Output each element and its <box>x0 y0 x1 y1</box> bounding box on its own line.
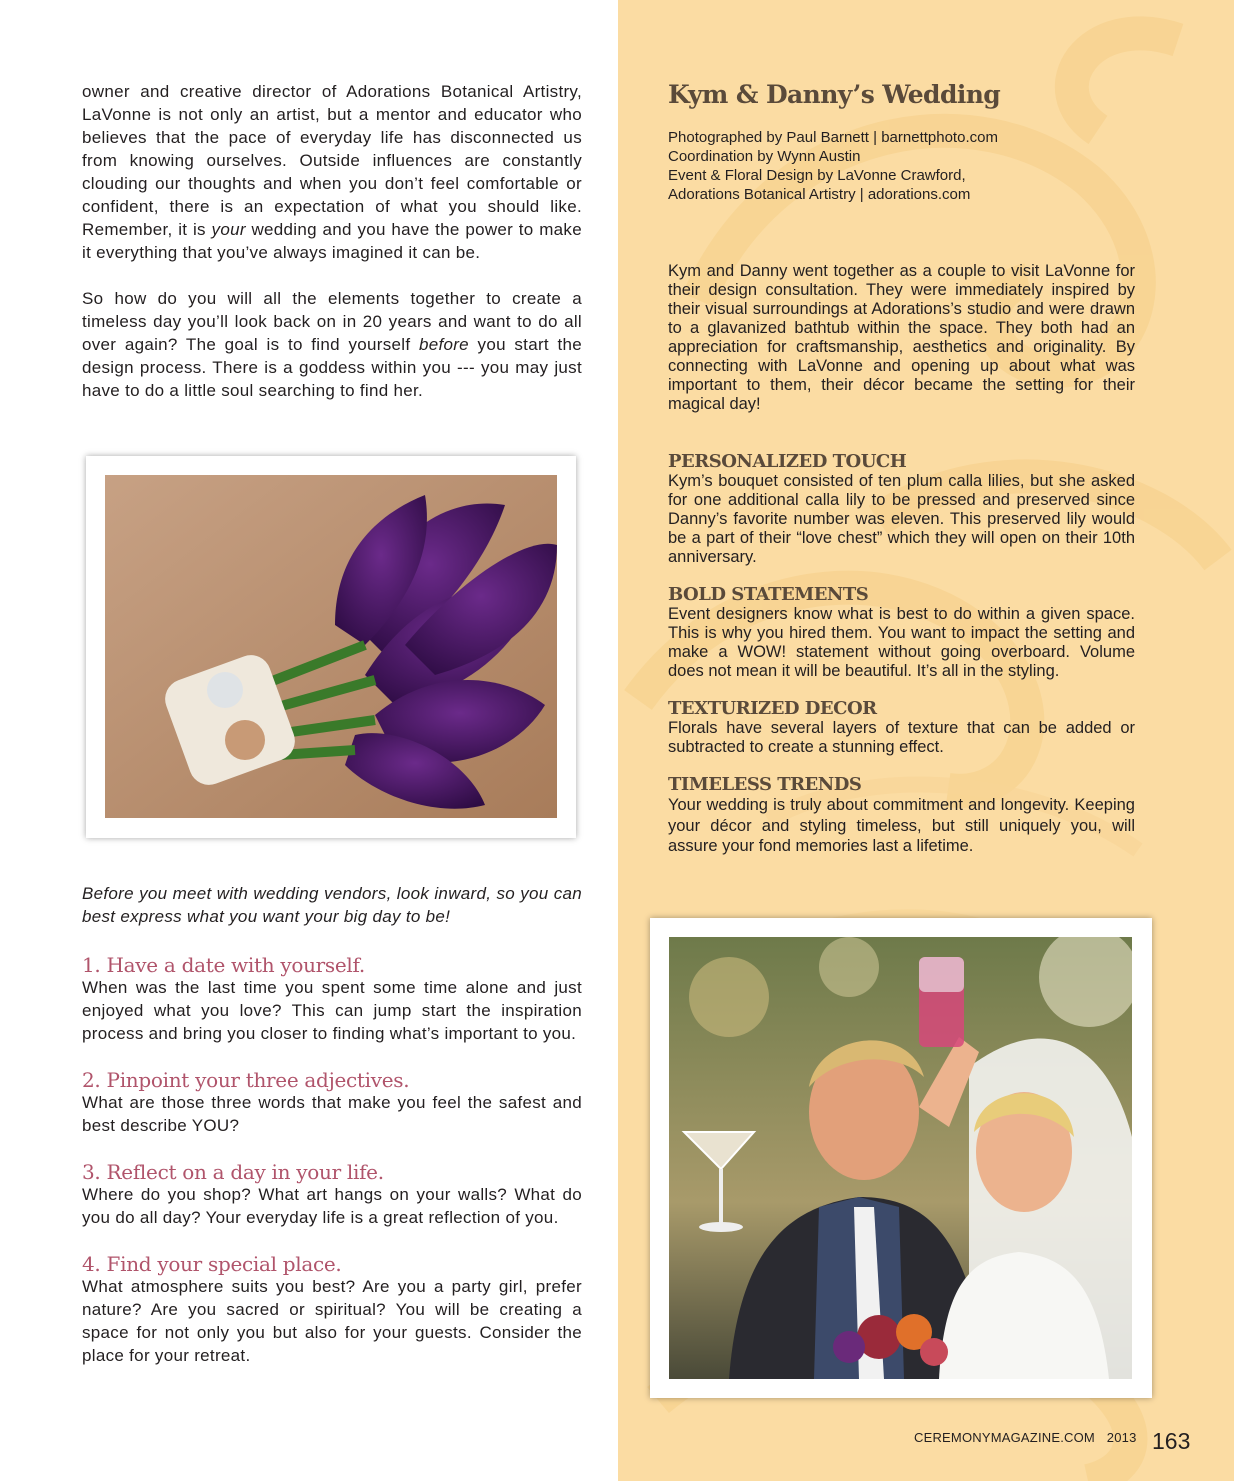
credit-line: Photographed by Paul Barnett | barnettphoto.com <box>668 129 998 146</box>
couple-toast-photo <box>669 937 1132 1379</box>
magazine-url: CEREMONYMAGAZINE.COM <box>914 1430 1095 1445</box>
article-paragraph-1: owner and creative director of Adorations Botanical Artistry, LaVonne is not only an artist, but a mentor and educator who believes that the pace of everyday life has disconnected us from knowing ourselves. Outside influences are constantly clouding our thoughts and when you don’t feel comfortable or confident, there is an expectation of what you should like. Remember, it is your wedding and you have the power to make it everything that you’ve always imagined it can be. <box>82 82 582 262</box>
credit-line: Event & Floral Design by LaVonne Crawford, <box>668 167 966 184</box>
calla-lily-bouquet-photo <box>105 475 557 818</box>
page-number: 163 <box>1152 1428 1191 1454</box>
step-2-heading: 2. Pinpoint your three adjectives. <box>82 1068 410 1092</box>
credit-line: Adorations Botanical Artistry | adorations.com <box>668 186 971 203</box>
step-3-heading: 3. Reflect on a day in your life. <box>82 1160 384 1184</box>
magazine-footer <box>914 1430 1137 1445</box>
section-body-texturized: Florals have several layers of texture that can be added or subtracted to create a stunning effect. <box>668 719 1135 756</box>
inward-section <box>82 882 582 1367</box>
step-4-body: What atmosphere suits you best? Are you a party girl, prefer nature? Are you sacred or spiritual? You will be creating a space for not only you but also for your guests. Consider the place for your retreat. <box>82 1277 582 1365</box>
section-body-timeless: Your wedding is truly about commitment and longevity. Keeping your décor and styling timeless, but still uniquely you, will assure your fond memories last a lifetime. <box>668 796 1135 855</box>
step-4-heading: 4. Find your special place. <box>82 1252 342 1276</box>
step-1-heading: 1. Have a date with yourself. <box>82 953 365 977</box>
couple-photo-frame <box>650 918 1152 1398</box>
section-heading-bold: BOLD STATEMENTS <box>668 584 869 605</box>
emphasis-before: before <box>418 335 469 354</box>
story-intro: Kym and Danny went together as a couple to visit LaVonne for their design consultation. They were immediately inspired by their visual surroundings at Adorations’s studio and were drawn to a glavanized bathtub within the space. They both had an appreciation for craftsmanship, aesthetics and originality. By connecting with LaVonne and opening up about what was important to them, their décor became the setting for their magical day! <box>668 262 1135 413</box>
intro-italic: Before you meet with wedding vendors, look inward, so you can best express what you want your big day to be! <box>82 884 582 926</box>
wedding-story <box>668 262 1135 857</box>
issue-year: 2013 <box>1106 1430 1137 1445</box>
emphasis-your: your <box>211 220 246 239</box>
section-heading-personalized: PERSONALIZED TOUCH <box>668 451 907 472</box>
wedding-title: Kym & Danny’s Wedding <box>668 80 1001 109</box>
bouquet-photo-frame <box>86 456 576 838</box>
section-body-personalized: Kym’s bouquet consisted of ten plum calla lilies, but she asked for one additional calla lily to be pressed and preserved since Danny’s favorite number was eleven. This preserved lily would be a part of their “love chest” which they will open on their 10th anniversary. <box>668 472 1135 566</box>
section-heading-texturized: TEXTURIZED DECOR <box>668 698 877 719</box>
section-heading-timeless: TIMELESS TRENDS <box>668 774 862 795</box>
photo-credits <box>668 128 1138 204</box>
section-body-bold: Event designers know what is best to do within a given space. This is why you hired them. You want to impact the setting and make a WOW! statement without going overboard. Volume does not mean it will be beautiful. It’s all in the styling. <box>668 605 1135 680</box>
article-paragraph-2: So how do you will all the elements together to create a timeless day you’ll look back on in 20 years and want to do all over again? The goal is to find yourself before you start the design process. There is a goddess within you --- you may just have to do a little soul searching to find her. <box>82 289 583 400</box>
step-1-body: When was the last time you spent some time alone and just enjoyed what you love? This can jump start the inspiration process and bring you closer to finding what’s important to you. <box>82 978 582 1043</box>
step-2-body: What are those three words that make you feel the safest and best describe YOU? <box>82 1093 582 1135</box>
left-column <box>82 80 582 402</box>
credit-line: Coordination by Wynn Austin <box>668 148 861 165</box>
step-3-body: Where do you shop? What art hangs on your walls? What do you do all day? Your everyday life is a great reflection of you. <box>82 1185 582 1227</box>
